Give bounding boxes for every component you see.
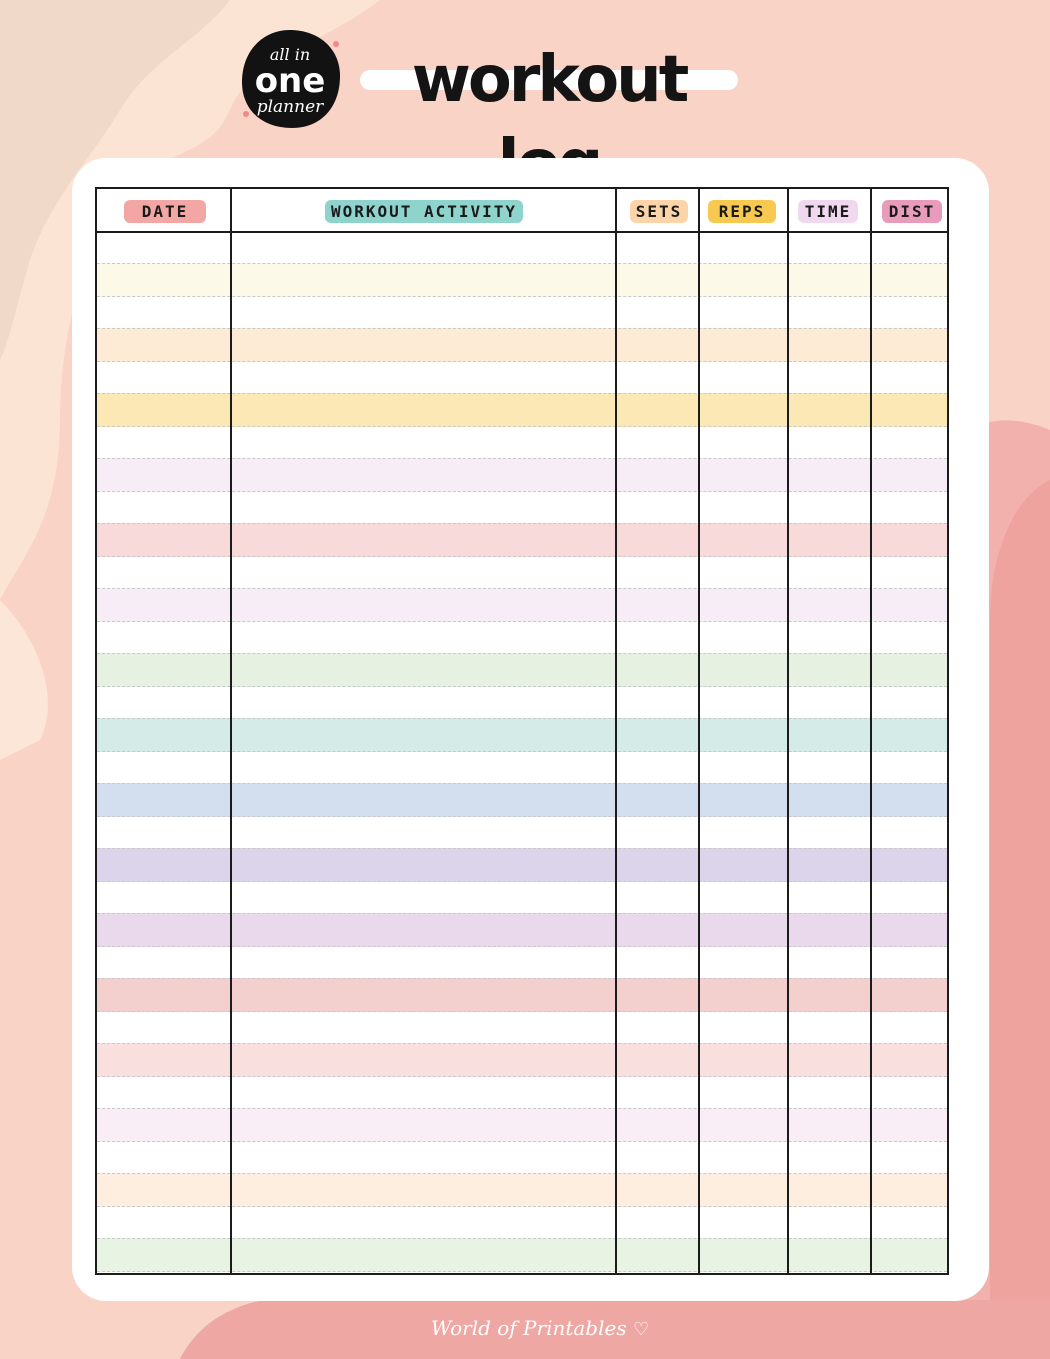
- logo-dot: [333, 41, 339, 47]
- tinted-row[interactable]: [97, 588, 947, 622]
- tinted-row[interactable]: [97, 1173, 947, 1207]
- tinted-row[interactable]: [97, 1238, 947, 1272]
- tinted-row[interactable]: [97, 783, 947, 817]
- column-header-dist: DIST: [882, 200, 942, 223]
- title-area: [360, 38, 740, 122]
- tinted-row[interactable]: [97, 1108, 947, 1142]
- tinted-row[interactable]: [97, 653, 947, 687]
- heart-icon: ♡: [632, 1319, 650, 1340]
- column-divider: [787, 189, 789, 1273]
- background-light-peach-blob: [0, 600, 48, 760]
- tinted-row[interactable]: [97, 523, 947, 557]
- column-header-date: DATE: [124, 200, 206, 223]
- logo-dot: [243, 111, 249, 117]
- tinted-row[interactable]: [97, 848, 947, 882]
- tinted-row[interactable]: [97, 913, 947, 947]
- tinted-row[interactable]: [97, 1043, 947, 1077]
- background-pink-blob-right: [990, 480, 1050, 1300]
- workout-log-table: [95, 187, 949, 1275]
- column-header-sets: SETS: [630, 200, 688, 223]
- column-divider: [615, 189, 617, 1273]
- tinted-row[interactable]: [97, 458, 947, 492]
- tinted-row[interactable]: [97, 978, 947, 1012]
- column-divider: [230, 189, 232, 1273]
- page-title: workout: [411, 43, 687, 117]
- column-divider: [870, 189, 872, 1273]
- tinted-row[interactable]: [97, 718, 947, 752]
- column-header-reps: REPS: [708, 200, 776, 223]
- logo-line1: all in: [269, 45, 311, 64]
- planner-logo: [238, 28, 342, 130]
- column-divider: [698, 189, 700, 1273]
- table-header-row: [97, 189, 947, 233]
- log-rows: [97, 233, 947, 1273]
- tinted-row[interactable]: [97, 393, 947, 427]
- footer-brand-text: World of Printables: [430, 1316, 627, 1340]
- logo-line2: one: [254, 61, 326, 101]
- column-header-workout-activity: WORKOUT ACTIVITY: [325, 200, 523, 223]
- tinted-row[interactable]: [97, 263, 947, 297]
- footer-brand: [420, 1308, 660, 1348]
- column-header-time: TIME: [798, 200, 858, 223]
- tinted-row[interactable]: [97, 328, 947, 362]
- logo-line3: planner: [256, 97, 324, 117]
